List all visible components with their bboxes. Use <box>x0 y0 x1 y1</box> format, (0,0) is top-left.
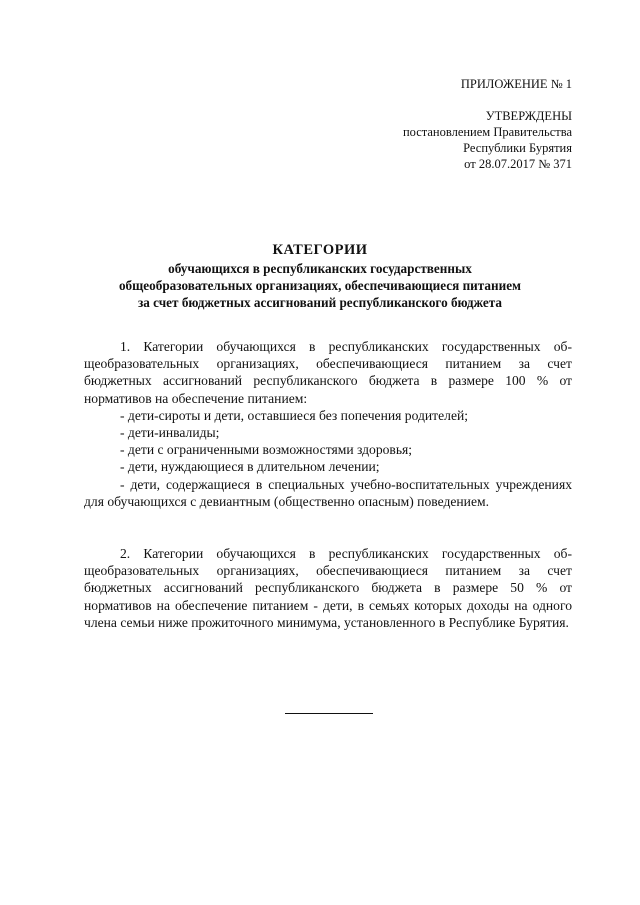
title-main: КАТЕГОРИИ <box>272 242 368 258</box>
republic-label: Республики Бурятия <box>463 141 572 155</box>
category-item: - дети, нуждающиеся в длительном лечении; <box>120 459 380 475</box>
section-2-text: 2. Категории обучающихся в республиканских государственных общеобразовательных организациях, обеспечивающиеся питанием за счет бюджетных ассигнований республиканского бюджета в размере 50 % от нормативов на обеспечение питанием - дети, в семьях которых доходы на одного члена семьи ниже прожиточного минимума, установленного в Республике Бурятия. <box>84 546 572 630</box>
category-item: - дети-сироты и дети, оставшиеся без попечения родителей; <box>120 407 469 423</box>
title-line-1: обучающихся в республиканских государственных <box>168 261 472 276</box>
document-title <box>70 241 570 311</box>
title-subtitle <box>70 260 570 311</box>
title-line-3: за счет бюджетных ассигнований республиканского бюджета <box>137 295 503 310</box>
approval-stamp <box>403 108 572 172</box>
appendix-label: ПРИЛОЖЕНИЕ № 1 <box>460 77 572 91</box>
category-item: - дети, содержащиеся в специальных учебно-воспитательных учреждениях для обучающихся с девиантным (общественно опасным) поведением. <box>84 476 572 509</box>
section-2 <box>84 545 572 631</box>
decree-label: постановлением Правительства <box>402 125 572 139</box>
date-number-label: от 28.07.2017 № 371 <box>464 157 572 171</box>
section-1-intro: 1. Категории обучающихся в республиканских государственных общеобразовательных организациях, обеспечивающиеся питанием за счет бюджетных ассигнований республиканского бюджета в размере 100 % от нормативов на обеспечение питанием: <box>84 339 572 406</box>
section-1 <box>84 338 572 510</box>
category-item: - дети с ограниченными возможностями здоровья; <box>120 442 413 458</box>
category-item: - дети-инвалиды; <box>120 425 220 441</box>
title-line-2: общеобразовательных организациях, обеспечивающиеся питанием <box>118 278 522 293</box>
approved-label: УТВЕРЖДЕНЫ <box>485 109 572 123</box>
closing-rule <box>285 713 373 714</box>
